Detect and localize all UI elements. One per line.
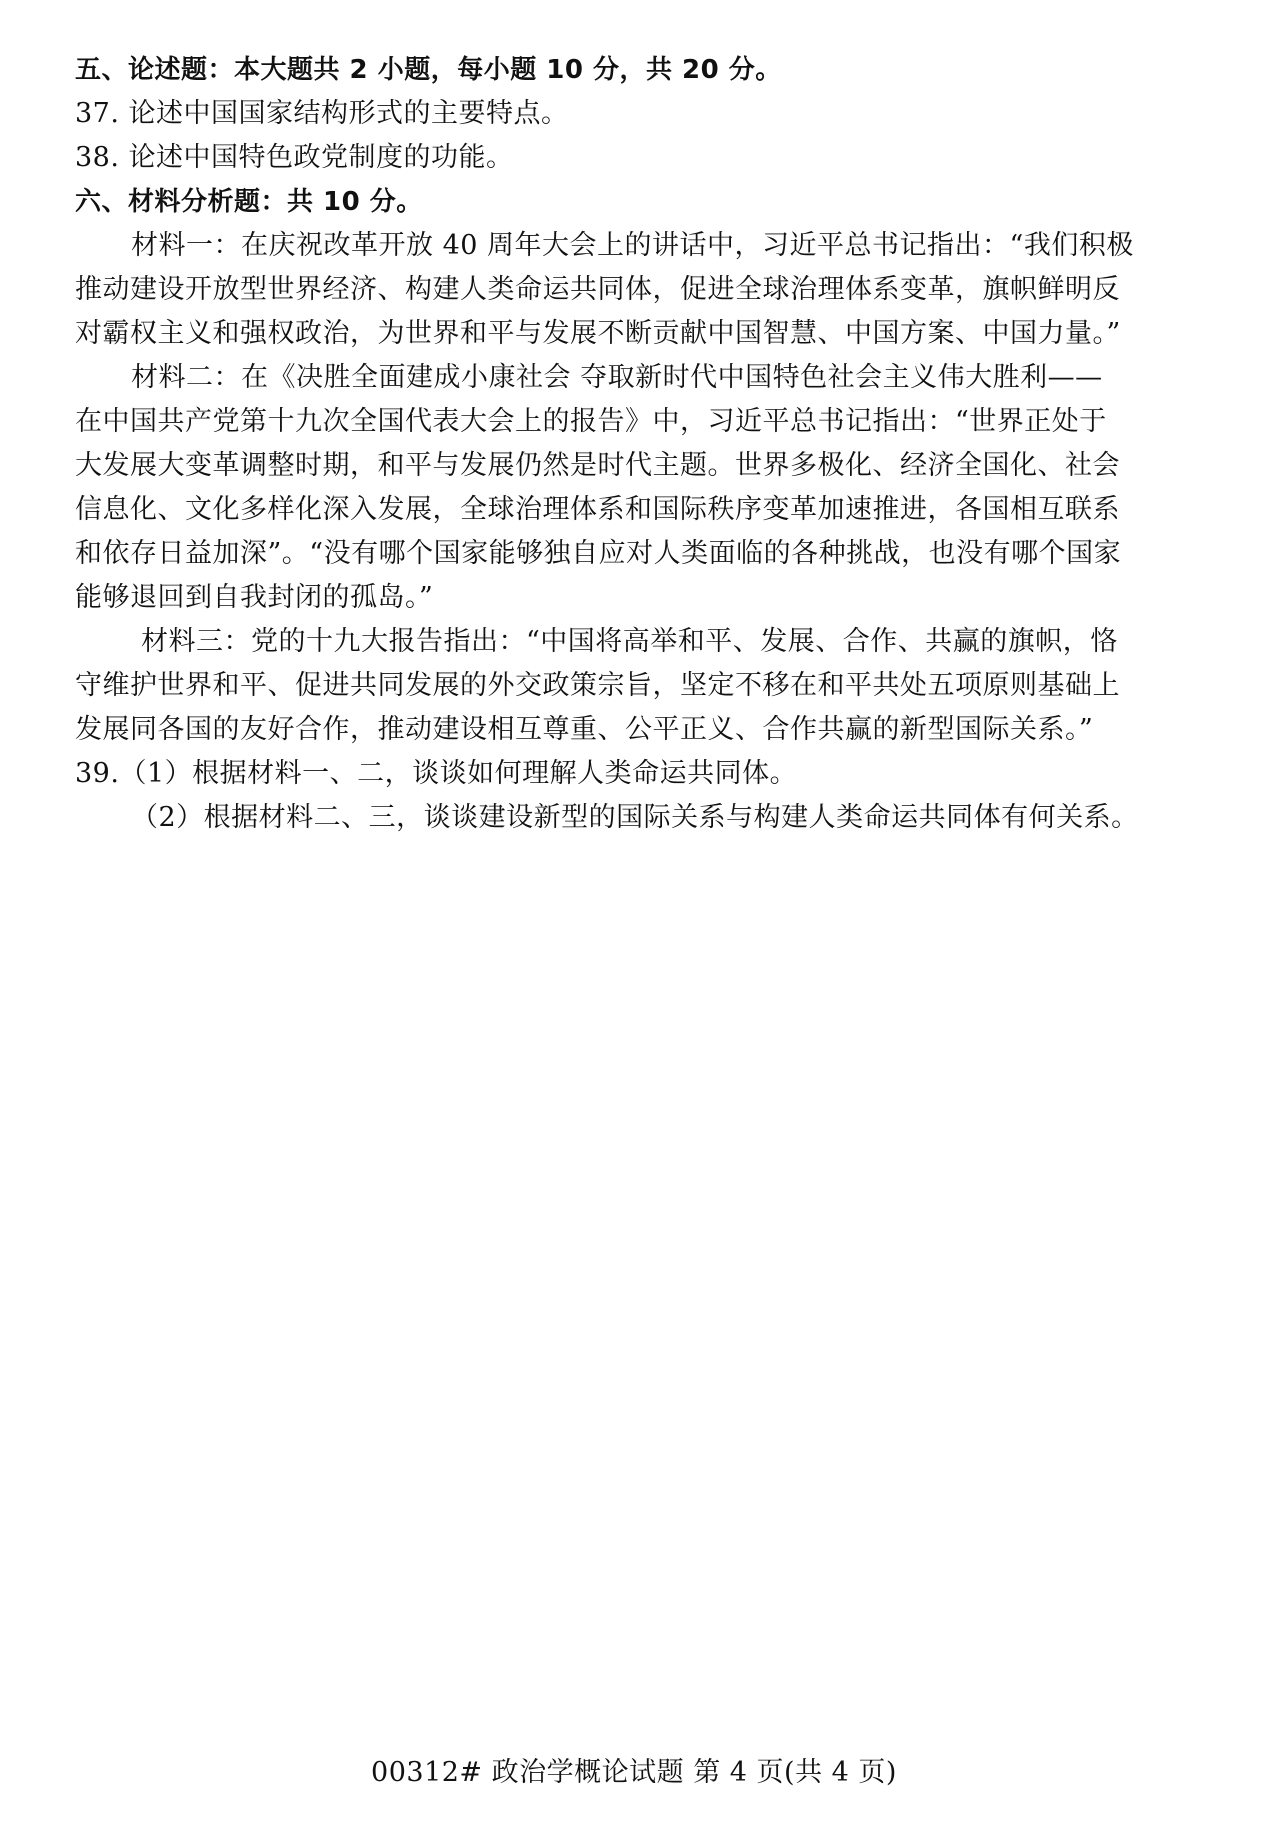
material-1-line: 材料一：在庆祝改革开放 40 周年大会上的讲话中，习近平总书记指出：“我们积极 <box>131 230 1134 261</box>
material-3-line: 材料三：党的十九大报告指出：“中国将高举和平、发展、合作、共赢的旗帜，恪 <box>141 626 1118 657</box>
material-2-line: 能够退回到自我封闭的孤岛。” <box>75 582 434 613</box>
exam-content <box>75 48 1193 840</box>
material-1 <box>75 224 1193 356</box>
material-1-line: 对霸权主义和强权政治，为世界和平与发展不断贡献中国智慧、中国方案、中国力量。” <box>75 318 1121 349</box>
material-3 <box>75 620 1193 752</box>
material-2 <box>75 356 1193 620</box>
material-2-line: 和依存日益加深”。“没有哪个国家能够独自应对人类面临的各种挑战，也没有哪个国家 <box>75 538 1122 569</box>
section-5-heading: 五、论述题：本大题共 2 小题，每小题 10 分，共 20 分。 <box>75 55 782 85</box>
question-37: 37. 论述中国国家结构形式的主要特点。 <box>75 98 569 129</box>
material-1-line: 推动建设开放型世界经济、构建人类命运共同体，促进全球治理体系变革，旗帜鲜明反 <box>75 274 1120 305</box>
section-6-heading: 六、材料分析题：共 10 分。 <box>75 187 423 217</box>
question-39-part-1: 39.（1）根据材料一、二，谈谈如何理解人类命运共同体。 <box>75 758 798 789</box>
material-2-line: 信息化、文化多样化深入发展，全球治理体系和国际秩序变革加速推进，各国相互联系 <box>75 494 1120 525</box>
material-2-line: 在中国共产党第十九次全国代表大会上的报告》中，习近平总书记指出：“世界正处于 <box>75 406 1107 437</box>
material-2-line: 大发展大变革调整时期，和平与发展仍然是时代主题。世界多极化、经济全国化、社会 <box>75 450 1120 481</box>
material-3-line: 守维护世界和平、促进共同发展的外交政策宗旨，坚定不移在和平共处五项原则基础上 <box>75 670 1120 701</box>
page-footer: 00312# 政治学概论试题 第 4 页(共 4 页) <box>371 1757 897 1788</box>
material-3-line: 发展同各国的友好合作，推动建设相互尊重、公平正义、合作共赢的新型国际关系。” <box>75 714 1094 745</box>
material-2-line: 材料二：在《决胜全面建成小康社会 夺取新时代中国特色社会主义伟大胜利—— <box>131 362 1103 393</box>
question-39-part-2: （2）根据材料二、三，谈谈建设新型的国际关系与构建人类命运共同体有何关系。 <box>131 802 1139 833</box>
question-38: 38. 论述中国特色政党制度的功能。 <box>75 142 514 173</box>
